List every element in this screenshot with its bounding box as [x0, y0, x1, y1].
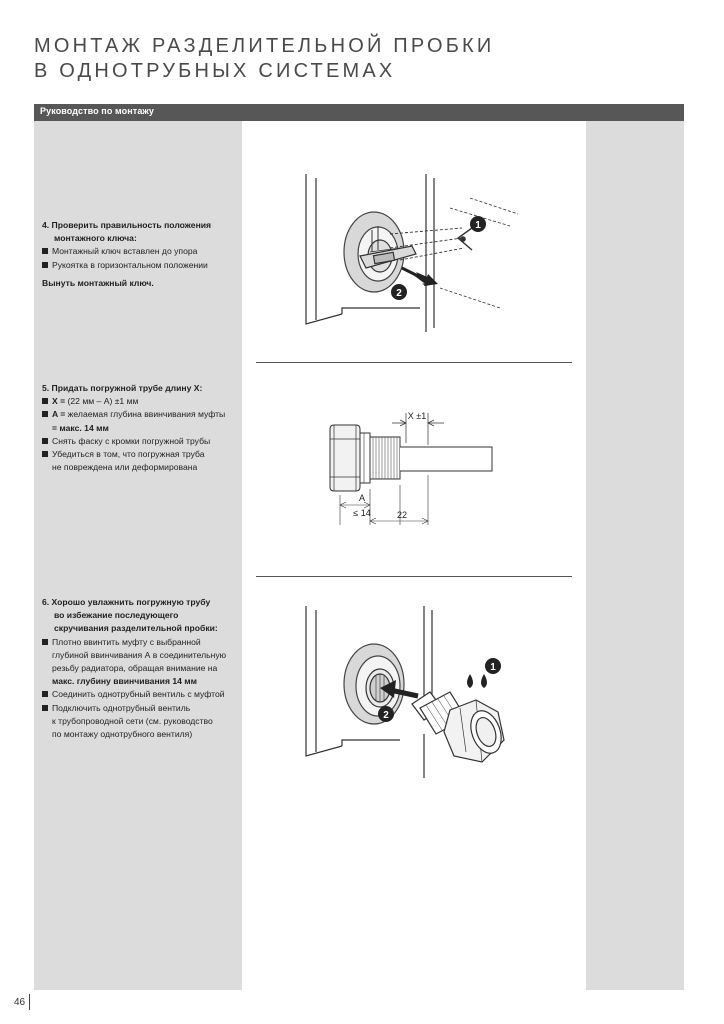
list-item-line: Плотно ввинтить муфту с выбранной [52, 636, 201, 647]
list-item-line: глубиной ввинчивания А в соединительную [52, 649, 227, 660]
step5-heading: 5. Придать погружной трубе длину X: [42, 383, 203, 393]
x-label: X = [52, 396, 66, 407]
step6-figure [300, 600, 540, 785]
step6-heading-line3: скручивания разделительной пробки: [54, 623, 218, 634]
page-number-rule [29, 994, 30, 1010]
list-item-line: Убедиться в том, что погружная труба [52, 449, 205, 460]
step4-heading-line2: монтажного ключа: [54, 233, 137, 244]
step5-list [42, 395, 242, 474]
divider-2 [256, 576, 572, 577]
page-title-line1: МОНТАЖ РАЗДЕЛИТЕЛЬНОЙ ПРОБКИ [34, 35, 495, 57]
a-value: желаемая глубина ввинчивания муфты [65, 409, 226, 420]
callout-1: 1 [475, 220, 481, 231]
step4-text [42, 219, 242, 290]
page-title-line2: В ОДНОТРУБНЫХ СИСТЕМАХ [34, 60, 396, 82]
section-header-label: Руководство по монтажу [40, 106, 155, 116]
list-item [42, 448, 242, 474]
divider-1 [256, 362, 572, 363]
list-item-line: к трубопроводной сети (см. руководство [52, 715, 213, 726]
list-item: Монтажный ключ вставлен до упора [42, 245, 242, 258]
page-number: 46 [14, 997, 26, 1008]
list-item-line: по монтажу однотрубного вентиля) [52, 729, 193, 740]
step5-text [42, 382, 242, 474]
step4-after-text: Вынуть монтажный ключ. [42, 277, 154, 288]
list-item [42, 395, 242, 408]
right-column-background [586, 121, 684, 990]
step6-heading [42, 596, 242, 636]
list-item: Снять фаску с кромки погружной трубы [42, 435, 242, 448]
step6-text [42, 596, 242, 741]
step6-heading-line2: во избежание последующего [54, 610, 179, 621]
step6-list [42, 636, 242, 742]
callout-2: 2 [396, 288, 402, 299]
list-item-line: не повреждена или деформирована [52, 462, 198, 473]
list-item [42, 702, 242, 742]
list-item-line: Подключить однотрубный вентиль [52, 702, 191, 713]
callout-1: 1 [490, 662, 496, 673]
list-item [42, 408, 242, 434]
x-value: (22 мм – A) ±1 мм [65, 396, 139, 407]
step4-list [42, 245, 242, 271]
step6-heading-line1: 6. Хорошо увлажнить погружную трубу [42, 597, 211, 607]
section-header-bar [34, 104, 684, 121]
dimension-22-label: 22 [396, 510, 408, 520]
step5-figure [320, 405, 500, 525]
list-item: Соединить однотрубный вентиль с муфтой [42, 688, 242, 701]
step4-heading [42, 219, 242, 245]
page-title [34, 34, 494, 84]
dimension-a-label: A [358, 493, 366, 503]
callout-2: 2 [383, 710, 389, 721]
list-item: Рукоятка в горизонтальном положении [42, 259, 242, 272]
list-item-line: макс. глубину ввинчивания 14 мм [52, 676, 198, 687]
a-max: = макс. 14 мм [52, 422, 109, 433]
dimension-x-label: X ±1 [407, 411, 427, 421]
dimension-a-max-label: ≤ 14 [353, 508, 371, 518]
list-item-line: резьбу радиатора, обращая внимание на [52, 663, 218, 674]
step4-figure [300, 168, 520, 338]
a-label: A = [52, 409, 66, 420]
list-item [42, 636, 242, 689]
step4-heading-line1: 4. Проверить правильность положения [42, 220, 212, 230]
